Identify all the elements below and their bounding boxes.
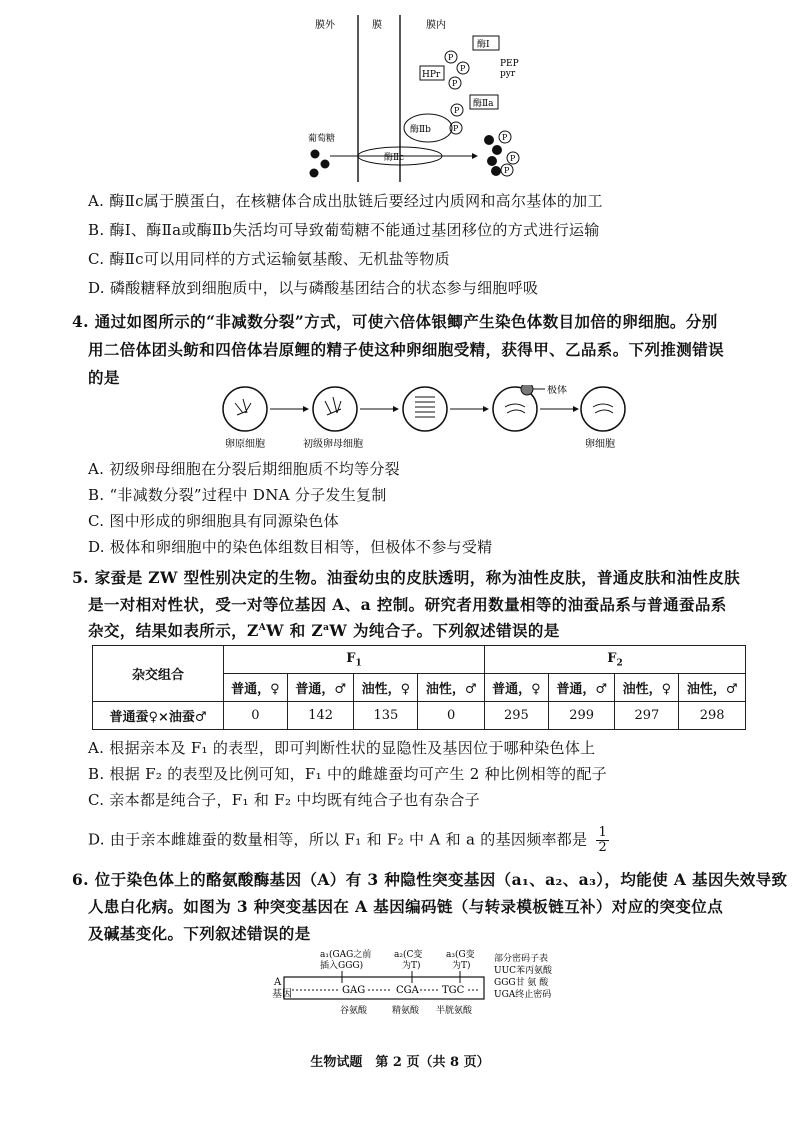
inside-label: 膜内 xyxy=(426,20,446,31)
q3-option-c: C. 酶Ⅱc可以用同样的方式运输氨基酸、无机盐等物质 xyxy=(88,250,450,268)
table-row-label: 普通蚕♀×油蚕♂ xyxy=(93,702,224,730)
q4-stem-2: 用二倍体团头鲂和四倍体岩原鲤的精子使这种卵细胞受精，获得甲、乙品系。下列推测错误 xyxy=(88,340,725,359)
oogonium-label: 卵原细胞 xyxy=(225,439,265,450)
phosphate-label: P xyxy=(448,53,454,62)
egg-cell-label: 卵细胞 xyxy=(585,439,615,450)
phosphate-label: P xyxy=(454,106,460,115)
q4-option-b: B. “非减数分裂”过程中 DNA 分子发生复制 xyxy=(88,486,387,504)
table-col: 油性，♂ xyxy=(418,674,485,702)
q5-stem-1: 5. 家蚕是 ZW 型性别决定的生物。油蚕幼虫的皮肤透明，称为油性皮肤，普通皮肤和油性皮肤 xyxy=(72,568,741,587)
q6-stem-1: 6. 位于染色体上的酪氨酸酶基因（A）有 3 种隐性突变基因（a₁、a₂、a₃），均能使 A 基因失效导致 xyxy=(72,870,788,889)
a1-label: a₁(GAG之前 xyxy=(320,950,372,960)
glucose-label: 葡萄糖 xyxy=(308,134,336,144)
enzyme2c-label: 酶Ⅱc xyxy=(384,153,405,163)
cross-results-table xyxy=(92,645,746,730)
q4-option-a: A. 初级卵母细胞在分裂后期细胞质不均等分裂 xyxy=(88,460,400,478)
q4-option-d: D. 极体和卵细胞中的染色体组数目相等，但极体不参与受精 xyxy=(88,538,493,556)
table-col: 普通，♀ xyxy=(484,674,548,702)
membrane-transport-figure xyxy=(300,10,540,190)
phosphate-label: P xyxy=(502,133,508,142)
membrane-label: 膜 xyxy=(372,20,382,31)
a3-label: a₃(G变 xyxy=(446,950,475,960)
polar-body-label: 极体 xyxy=(547,385,567,396)
page-footer: 生物试题 第 2 页（共 8 页） xyxy=(310,1055,490,1070)
enzyme2b-label: 酶Ⅱb xyxy=(410,125,431,135)
codon-legend-uuc: UUC苯丙氨酸 xyxy=(494,966,553,976)
table-header-combo: 杂交组合 xyxy=(93,646,224,702)
aa-arg: 精氨酸 xyxy=(392,1006,420,1016)
q5-option-b: B. 根据 F₂ 的表型及比例可知，F₁ 中的雌雄蚕均可产生 2 种比例相等的配子 xyxy=(88,765,608,783)
codon-cga: CGA xyxy=(396,985,419,996)
pyr-label: pyr xyxy=(500,69,516,79)
q5-option-d: D. 由于亲本雌雄蚕的数量相等，所以 F₁ 和 F₂ 中 A 和 a 的基因频率都是 $\frac{1}{2}$ xyxy=(88,825,608,855)
q3-option-a: A. 酶Ⅱc属于膜蛋白，在核糖体合成出肽链后要经过内质网和高尔基体的加工 xyxy=(88,192,603,210)
table-cell: 0 xyxy=(418,702,485,730)
table-cell: 142 xyxy=(287,702,354,730)
primary-oocyte-label: 初级卵母细胞 xyxy=(303,439,363,450)
phosphate-label: P xyxy=(504,166,510,175)
codon-legend-uga: UGA终止密码 xyxy=(494,990,552,1000)
q6-stem-3: 及碱基变化。下列叙述错误的是 xyxy=(88,924,311,943)
table-cell: 297 xyxy=(615,702,679,730)
table-cell: 299 xyxy=(548,702,615,730)
a2-label: a₂(C变 xyxy=(394,950,423,960)
enzyme2a-label: 酶Ⅱa xyxy=(473,99,494,109)
table-col: 油性，♀ xyxy=(354,674,418,702)
table-cell: 298 xyxy=(679,702,746,730)
gene-label: 基因 xyxy=(272,989,292,1000)
table-cell: 135 xyxy=(354,702,418,730)
enzyme1-label: 酶Ⅰ xyxy=(477,40,490,50)
table-header-f2: $F_2$ xyxy=(484,646,745,674)
codon-tgc: TGC xyxy=(442,985,465,996)
a3-label-2: 为T) xyxy=(452,961,471,971)
fraction: $\frac{1}{2}$ xyxy=(598,825,608,855)
table-col: 普通，♀ xyxy=(224,674,288,702)
q6-stem-2: 人患白化病。如图为 3 种突变基因在 A 基因编码链（与转录模板链互补）对应的突变位点 xyxy=(88,897,724,916)
a1-label-2: 插入GGG) xyxy=(320,961,364,971)
gene-a-label: A xyxy=(274,977,282,988)
table-cell: 295 xyxy=(484,702,548,730)
a2-label-2: 为T) xyxy=(402,961,421,971)
q3-option-d: D. 磷酸糖释放到细胞质中，以与磷酸基团结合的状态参与细胞呼吸 xyxy=(88,279,539,297)
q3-option-b: B. 酶Ⅰ、酶Ⅱa或酶Ⅱb失活均可导致葡萄糖不能通过基团移位的方式进行运输 xyxy=(88,221,600,239)
table-cell: 0 xyxy=(224,702,288,730)
q5-stem-3: 杂交，结果如表所示，$Z^AW$ 和 $Z^aW$ 为纯合子。下列叙述错误的是 xyxy=(88,621,560,640)
q4-stem-1: 4. 通过如图所示的“非减数分裂”方式，可使六倍体银鲫产生染色体数目加倍的卵细胞。分别 xyxy=(72,312,718,331)
table-col: 普通，♂ xyxy=(548,674,615,702)
phosphate-label: P xyxy=(453,124,459,133)
q5-option-a: A. 根据亲本及 F₁ 的表型，即可判断性状的显隐性及基因位于哪种染色体上 xyxy=(88,739,596,757)
codon-legend-title: 部分密码子表 xyxy=(494,954,549,964)
pep-label: PEP xyxy=(500,59,519,69)
q4-stem-3: 的是 xyxy=(88,368,120,387)
aa-cys: 半胱氨酸 xyxy=(436,1006,473,1016)
phosphate-label: P xyxy=(460,64,466,73)
codon-gag: GAG xyxy=(342,985,366,996)
q5-option-c: C. 亲本都是纯合子，F₁ 和 F₂ 中均既有纯合子也有杂合子 xyxy=(88,791,480,809)
q5-stem-2: 是一对相对性状，受一对等位基因 A、a 控制。研究者用数量相等的油蚕品系与普通蚕品系 xyxy=(88,595,727,614)
table-header-f1: $F_1$ xyxy=(224,646,485,674)
codon-legend-ggg: GGG甘 氨 酸 xyxy=(494,978,549,988)
table-col: 油性，♂ xyxy=(679,674,746,702)
phosphate-label: P xyxy=(510,154,516,163)
table-col: 油性，♀ xyxy=(615,674,679,702)
division-figure xyxy=(215,385,635,450)
q4-option-c: C. 图中形成的卵细胞具有同源染色体 xyxy=(88,512,339,530)
table-col: 普通，♂ xyxy=(287,674,354,702)
phosphate-label: P xyxy=(452,79,458,88)
gene-mutation-figure xyxy=(272,945,602,1045)
hpr-label: HPr xyxy=(422,70,441,80)
outside-label: 膜外 xyxy=(315,20,335,31)
aa-glu: 谷氨酸 xyxy=(340,1006,368,1016)
